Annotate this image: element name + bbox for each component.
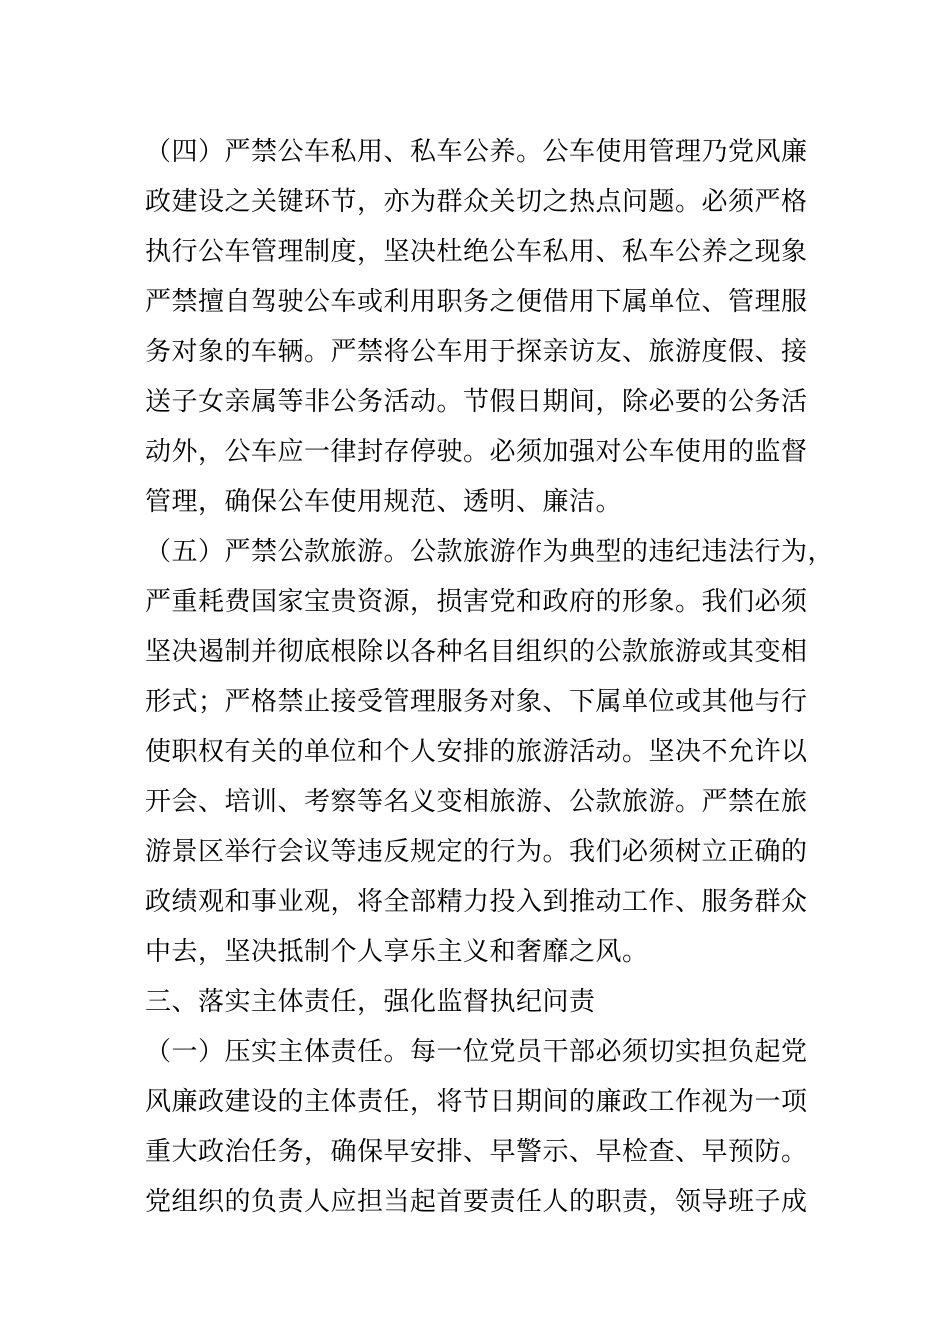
text-line: 使职权有关的单位和个人安排的旅游活动。坚决不允许以 <box>145 737 808 767</box>
text-line: 政绩观和事业观，将全部精力投入到推动工作、服务群众 <box>145 887 808 917</box>
section-heading: 三、落实主体责任，强化监督执纪问责 <box>145 987 596 1017</box>
text-line: 重大政治任务，确保早安排、早警示、早检查、早预防。 <box>145 1137 808 1167</box>
text-line: 坚决遏制并彻底根除以各种名目组织的公款旅游或其变相 <box>145 637 808 667</box>
document-body <box>145 127 835 1227</box>
text-line: （四）严禁公车私用、私车公养。公车使用管理乃党风廉 <box>145 137 808 167</box>
text-line: （五）严禁公款旅游。公款旅游作为典型的违纪违法行为， <box>145 537 835 567</box>
text-line: 务对象的车辆。严禁将公车用于探亲访友、旅游度假、接 <box>145 337 808 367</box>
text-line: 开会、培训、考察等名义变相旅游、公款旅游。严禁在旅 <box>145 787 808 817</box>
text-line: 动外，公车应一律封存停驶。必须加强对公车使用的监督 <box>145 437 808 467</box>
text-line: 形式；严格禁止接受管理服务对象、下属单位或其他与行 <box>145 687 808 717</box>
text-line: 中去，坚决抵制个人享乐主义和奢靡之风。 <box>145 937 649 967</box>
text-line: 游景区举行会议等违反规定的行为。我们必须树立正确的 <box>145 837 808 867</box>
text-line: 党组织的负责人应担当起首要责任人的职责，领导班子成 <box>145 1187 808 1217</box>
text-line: 风廉政建设的主体责任，将节日期间的廉政工作视为一项 <box>145 1087 808 1117</box>
text-line: （一）压实主体责任。每一位党员干部必须切实担负起党 <box>145 1037 808 1067</box>
text-line: 政建设之关键环节，亦为群众关切之热点问题。必须严格 <box>145 187 808 217</box>
text-line: 严重耗费国家宝贵资源，损害党和政府的形象。我们必须 <box>145 587 808 617</box>
text-line: 执行公车管理制度，坚决杜绝公车私用、私车公养之现象 <box>145 237 808 267</box>
text-line: 送子女亲属等非公务活动。节假日期间，除必要的公务活 <box>145 387 808 417</box>
text-line: 严禁擅自驾驶公车或利用职务之便借用下属单位、管理服 <box>145 287 808 317</box>
text-line: 管理，确保公车使用规范、透明、廉洁。 <box>145 487 623 517</box>
